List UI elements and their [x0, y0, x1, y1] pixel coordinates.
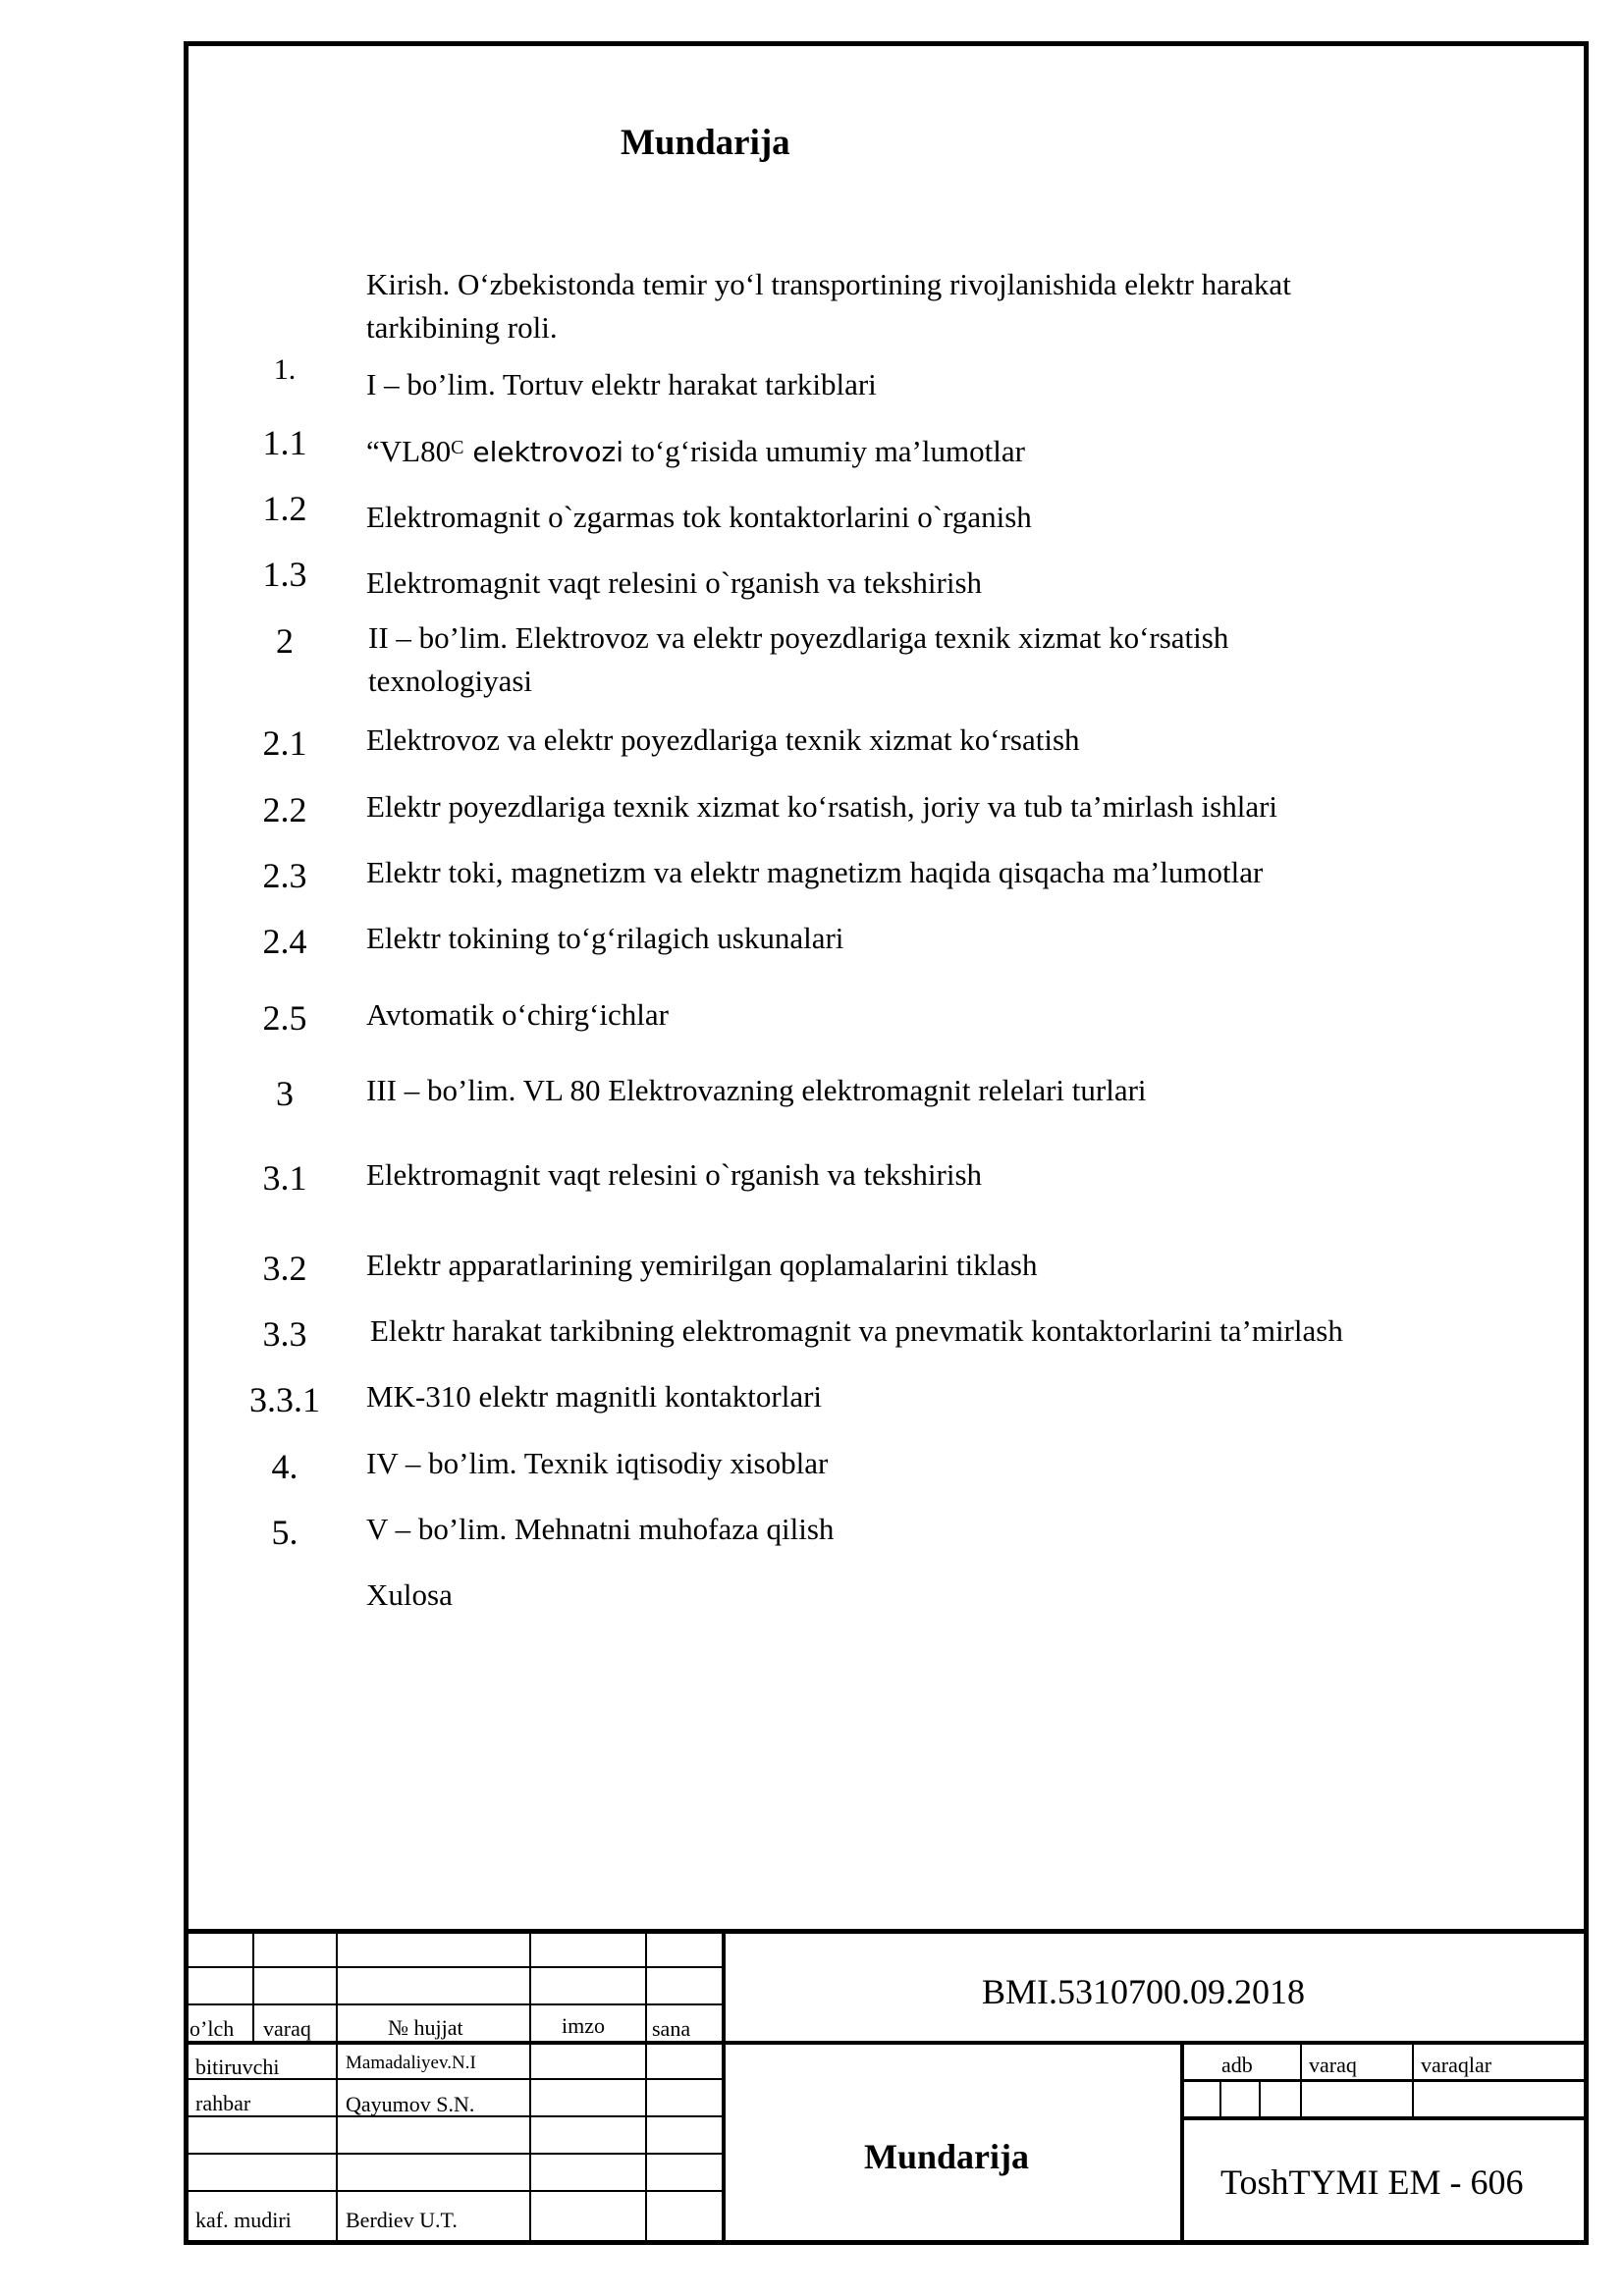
toc-entry-text: MK-310 elektr magnitli kontaktorlari — [366, 1379, 823, 1414]
toc-entry-number: 5. — [271, 1513, 298, 1552]
stamp-line — [645, 1929, 647, 2245]
toc-entry-text: II – bo’lim. Elektrovoz va elektr poyezdlariga texnik xizmat ko‘rsatish texnologiyasi — [368, 620, 1229, 698]
toc-entry-text: “$VL80^C$ elektrovozi to‘g‘risida umumiy ma’lumotlar — [366, 434, 1025, 468]
stamp-line — [184, 2153, 724, 2155]
toc-entry-number: 2.3 — [262, 856, 307, 895]
toc-entry-text: Xulosa — [366, 1577, 453, 1612]
title-block — [184, 1929, 1589, 2245]
toc-entry-number: 4. — [271, 1447, 298, 1486]
stamp-name-rahbar: Qayumov S.N. — [346, 2092, 475, 2116]
stamp-header-sana: sana — [652, 2016, 691, 2041]
stamp-line — [184, 2041, 1589, 2045]
stamp-header-adb: adb — [1221, 2053, 1253, 2077]
toc-entry-number: 1. — [273, 353, 297, 386]
toc-entry-text: Elektr poyezdlariga texnik xizmat ko‘rsatish, joriy va tub ta’mirlash ishlari — [366, 789, 1278, 824]
toc-entry-text: Elektr harakat tarkibning elektromagnit va pnevmatik kontaktorlarini ta’mirlash — [370, 1313, 1343, 1348]
toc-entry-number: 1.3 — [262, 555, 307, 594]
toc-entry-text: Elektromagnit vaqt relesini o`rganish va tekshirish — [366, 565, 983, 600]
toc-entry-number: 3 — [276, 1074, 294, 1113]
stamp-header-varaq: varaq — [263, 2016, 311, 2041]
stamp-role-rahbar: rahbar — [195, 2091, 251, 2115]
stamp-line — [184, 2190, 724, 2192]
stamp-name-bitiruvchi: Mamadaliyev.N.I — [346, 2053, 476, 2073]
stamp-line — [1219, 2081, 1221, 2118]
toc-entry-text: IV – bo’lim. Texnik iqtisodiy xisoblar — [366, 1446, 829, 1480]
stamp-header-hujjat: № hujjat — [388, 2015, 463, 2040]
toc-entry-text: Elektr tokining to‘g‘rilagich uskunalari — [366, 921, 844, 955]
stamp-line — [184, 1966, 724, 1968]
stamp-line — [1182, 2116, 1589, 2120]
toc-entry-text: Elektr apparatlarining yemirilgan qoplamalarini tiklash — [366, 1248, 1038, 1282]
stamp-line — [722, 1929, 726, 2245]
toc-entry-number: 3.2 — [262, 1249, 307, 1288]
document-code: BMI.5310700.09.2018 — [982, 1972, 1306, 2011]
stamp-doc-title: Mundarija — [864, 2137, 1030, 2176]
toc-entry-text: Elektrovoz va elektr poyezdlariga texnik xizmat ko‘rsatish — [366, 722, 1080, 757]
toc-entry-text: I – bo’lim. Tortuv elektr harakat tarkiblari — [366, 367, 877, 401]
stamp-line — [1259, 2081, 1261, 2118]
toc-entry-text: V – bo’lim. Mehnatni muhofaza qilish — [366, 1512, 835, 1546]
stamp-line — [1300, 2042, 1302, 2118]
toc-entry-number: 3.1 — [262, 1158, 307, 1198]
stamp-name-kaf-mudiri: Berdiev U.T. — [346, 2208, 458, 2232]
stamp-role-kaf-mudiri: kaf. mudiri — [195, 2208, 292, 2232]
organization-code: ToshTYMI EM - 606 — [1220, 2163, 1524, 2202]
toc-entry-text: Avtomatik o‘chirg‘ichlar — [366, 997, 669, 1032]
toc-entry-text: Kirish. O‘zbekistonda temir yo‘l transportining rivojlanishida elektr harakat tarkibining roli. — [366, 267, 1291, 345]
stamp-line — [252, 1929, 254, 2042]
toc-entry-number: 1.1 — [262, 423, 307, 462]
toc-entry-number: 2.2 — [262, 790, 307, 829]
stamp-line — [184, 1929, 1589, 1934]
stamp-line — [1180, 2042, 1184, 2245]
toc-entry-number: 2 — [276, 621, 294, 661]
toc-entry-number: 3.3 — [262, 1314, 307, 1354]
toc-entry-text: Elektr toki, magnetizm va elektr magnetizm haqida qisqacha ma’lumotlar — [366, 855, 1264, 889]
stamp-header-imzo: imzo — [562, 2013, 605, 2038]
page-title: Mundarija — [621, 123, 790, 163]
stamp-header-sheets: varaqlar — [1421, 2053, 1492, 2077]
stamp-line — [529, 1929, 531, 2245]
toc-entry-text: Elektromagnit o`zgarmas tok kontaktorlarini o`rganish — [366, 500, 1032, 534]
toc-entry-text: III – bo’lim. VL 80 Elektrovazning elektromagnit relelari turlari — [366, 1073, 1147, 1107]
toc-entry-text: Elektromagnit vaqt relesini o`rganish va tekshirish — [366, 1157, 983, 1192]
stamp-line — [1412, 2042, 1414, 2118]
toc-entry-number: 2.1 — [262, 723, 307, 763]
toc-entry-number: 1.2 — [262, 489, 307, 528]
stamp-line — [1182, 2079, 1589, 2082]
toc-entry-number: 3.3.1 — [249, 1380, 320, 1419]
toc-entry-number: 2.5 — [262, 998, 307, 1038]
stamp-line — [336, 1929, 338, 2245]
stamp-header-sheet: varaq — [1309, 2053, 1357, 2077]
stamp-role-bitiruvchi: bitiruvchi — [195, 2055, 280, 2079]
stamp-header-olch: o’lch — [189, 2016, 235, 2041]
stamp-line — [184, 2003, 724, 2005]
toc-entry-number: 2.4 — [262, 922, 307, 961]
